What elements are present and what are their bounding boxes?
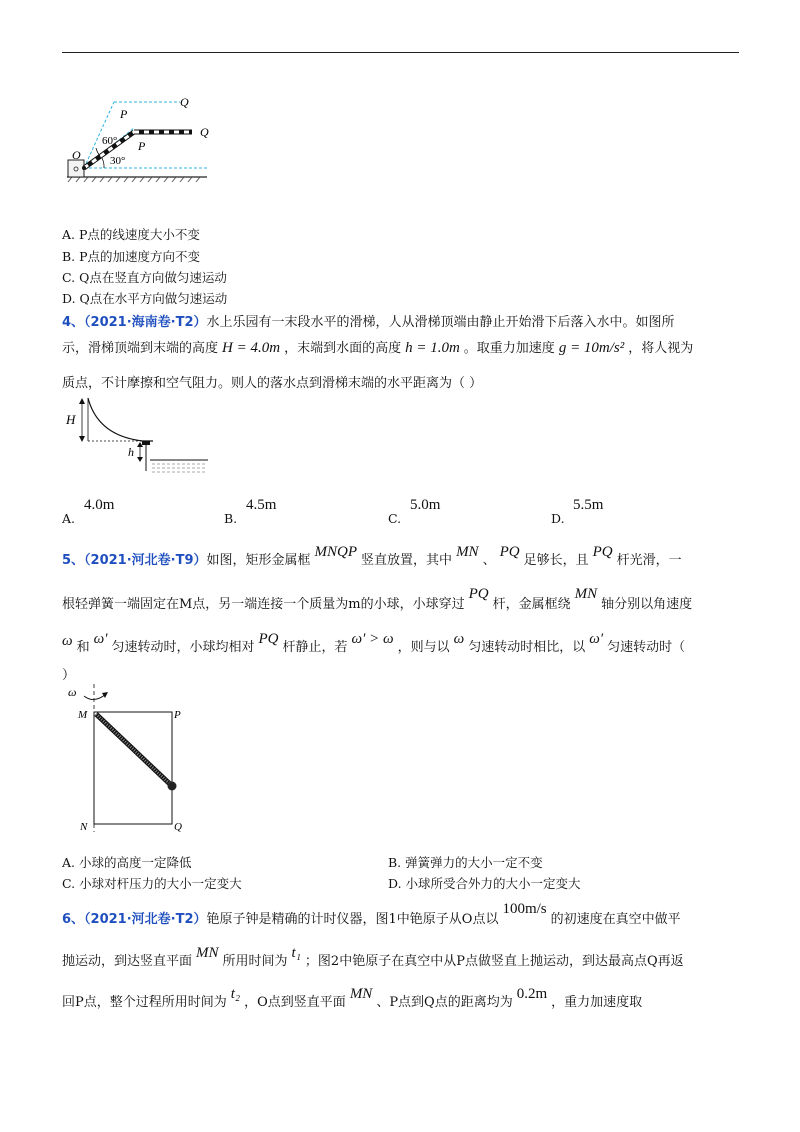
q4-fig-h: h bbox=[128, 445, 134, 459]
q3-label-o: O bbox=[72, 148, 81, 162]
q3-angle-60: 60° bbox=[102, 135, 118, 147]
q5-option-a: A. 小球的高度一定降低 bbox=[62, 855, 192, 870]
q4-h-height: H = 4.0m bbox=[222, 340, 281, 356]
q4-figure bbox=[58, 396, 218, 476]
q4-text-2a: 示，滑梯顶端到末端的高度 bbox=[62, 341, 219, 356]
q6-line-2: 抛运动，到达竖直平面MN所用时间为t₁；图2中铯原子在真空中从P点做竖直上抛运动，到达最高点Q再返 bbox=[62, 945, 684, 969]
q3-angle-30: 30° bbox=[110, 155, 126, 167]
q5-option-d: D. 小球所受合外力的大小一定变大 bbox=[388, 876, 581, 891]
q3-label-q: Q bbox=[200, 125, 209, 139]
q5-figure bbox=[62, 682, 192, 842]
q4-gravity: g = 10m/s² bbox=[558, 340, 625, 356]
q5-fig-p: P bbox=[174, 709, 181, 721]
q5-line-4: ） bbox=[62, 668, 76, 683]
q5-fig-n: N bbox=[80, 821, 88, 833]
q4-text-1: 水上乐园有一末段水平的滑梯，人从滑梯顶端由静止开始滑下后落入水中。如图所 bbox=[206, 315, 675, 330]
q4-line-2 bbox=[62, 337, 693, 357]
q6-line-3: 回P点，整个过程所用时间为t₂，O点到竖直平面MN、P点到Q点的距离均为0.2m，重力加速度取 bbox=[62, 986, 643, 1010]
q6-line-1: 6、（2021·河北卷·T2）铯原子钟是精确的计时仪器，图1中铯原子从O点以100m/s的初速度在真空中做平 bbox=[62, 901, 681, 927]
q3-label-p: P bbox=[138, 139, 146, 153]
q3-figure bbox=[62, 92, 212, 202]
q4-fig-H: H bbox=[66, 412, 76, 427]
q5-fig-m: M bbox=[78, 709, 88, 721]
q4-head: 4、（2021·海南卷·T2） bbox=[62, 315, 207, 330]
q5-line-2: 根轻弹簧一端固定在M点，另一端连接一个质量为m的小球，小球穿过PQ杆，金属框绕MN轴分别以角速度 bbox=[62, 586, 693, 612]
q3-option-d: D. Q点在水平方向做匀速运动 bbox=[62, 291, 228, 306]
q4-text-2b: ，末端到水面的高度 bbox=[284, 341, 402, 356]
q5-fig-q: Q bbox=[174, 821, 182, 833]
q4-small-h-height: h = 1.0m bbox=[405, 340, 460, 356]
q4-line-3: 质点，不计摩擦和空气阻力。则人的落水点到滑梯末端的水平距离为（ ） bbox=[62, 376, 483, 391]
q3-option-c: C. Q点在竖直方向做匀速运动 bbox=[62, 270, 227, 285]
q3-label-p-top: P bbox=[120, 107, 128, 121]
q4-line-1 bbox=[62, 311, 675, 330]
q5-option-b: B. 弹簧弹力的大小一定不变 bbox=[388, 855, 543, 870]
q4-text-2d: ，将人视为 bbox=[628, 341, 694, 356]
q4-text-2c: 。取重力加速度 bbox=[463, 341, 555, 356]
q3-option-a: A. P点的线速度大小不变 bbox=[62, 227, 200, 242]
header-rule bbox=[62, 52, 739, 53]
q5-line-1: 5、（2021·河北卷·T9）如图，矩形金属框MNQP竖直放置，其中MN、PQ足够长，且PQ杆光滑，一 bbox=[62, 544, 682, 568]
q5-head: 5、（2021·河北卷·T9） bbox=[62, 553, 207, 568]
q5-line-3: ω 和ω′匀速转动时，小球均相对PQ杆静止，若ω′ > ω，则与以ω匀速转动时相比，以ω′匀速转动时（ bbox=[62, 631, 686, 655]
q6-head: 6、（2021·河北卷·T2） bbox=[62, 912, 207, 927]
q3-label-q-top: Q bbox=[180, 95, 189, 109]
q5-fig-omega: ω bbox=[68, 685, 77, 699]
q5-option-c: C. 小球对杆压力的大小一定变大 bbox=[62, 876, 242, 891]
q3-option-b: B. P点的加速度方向不变 bbox=[62, 249, 201, 264]
